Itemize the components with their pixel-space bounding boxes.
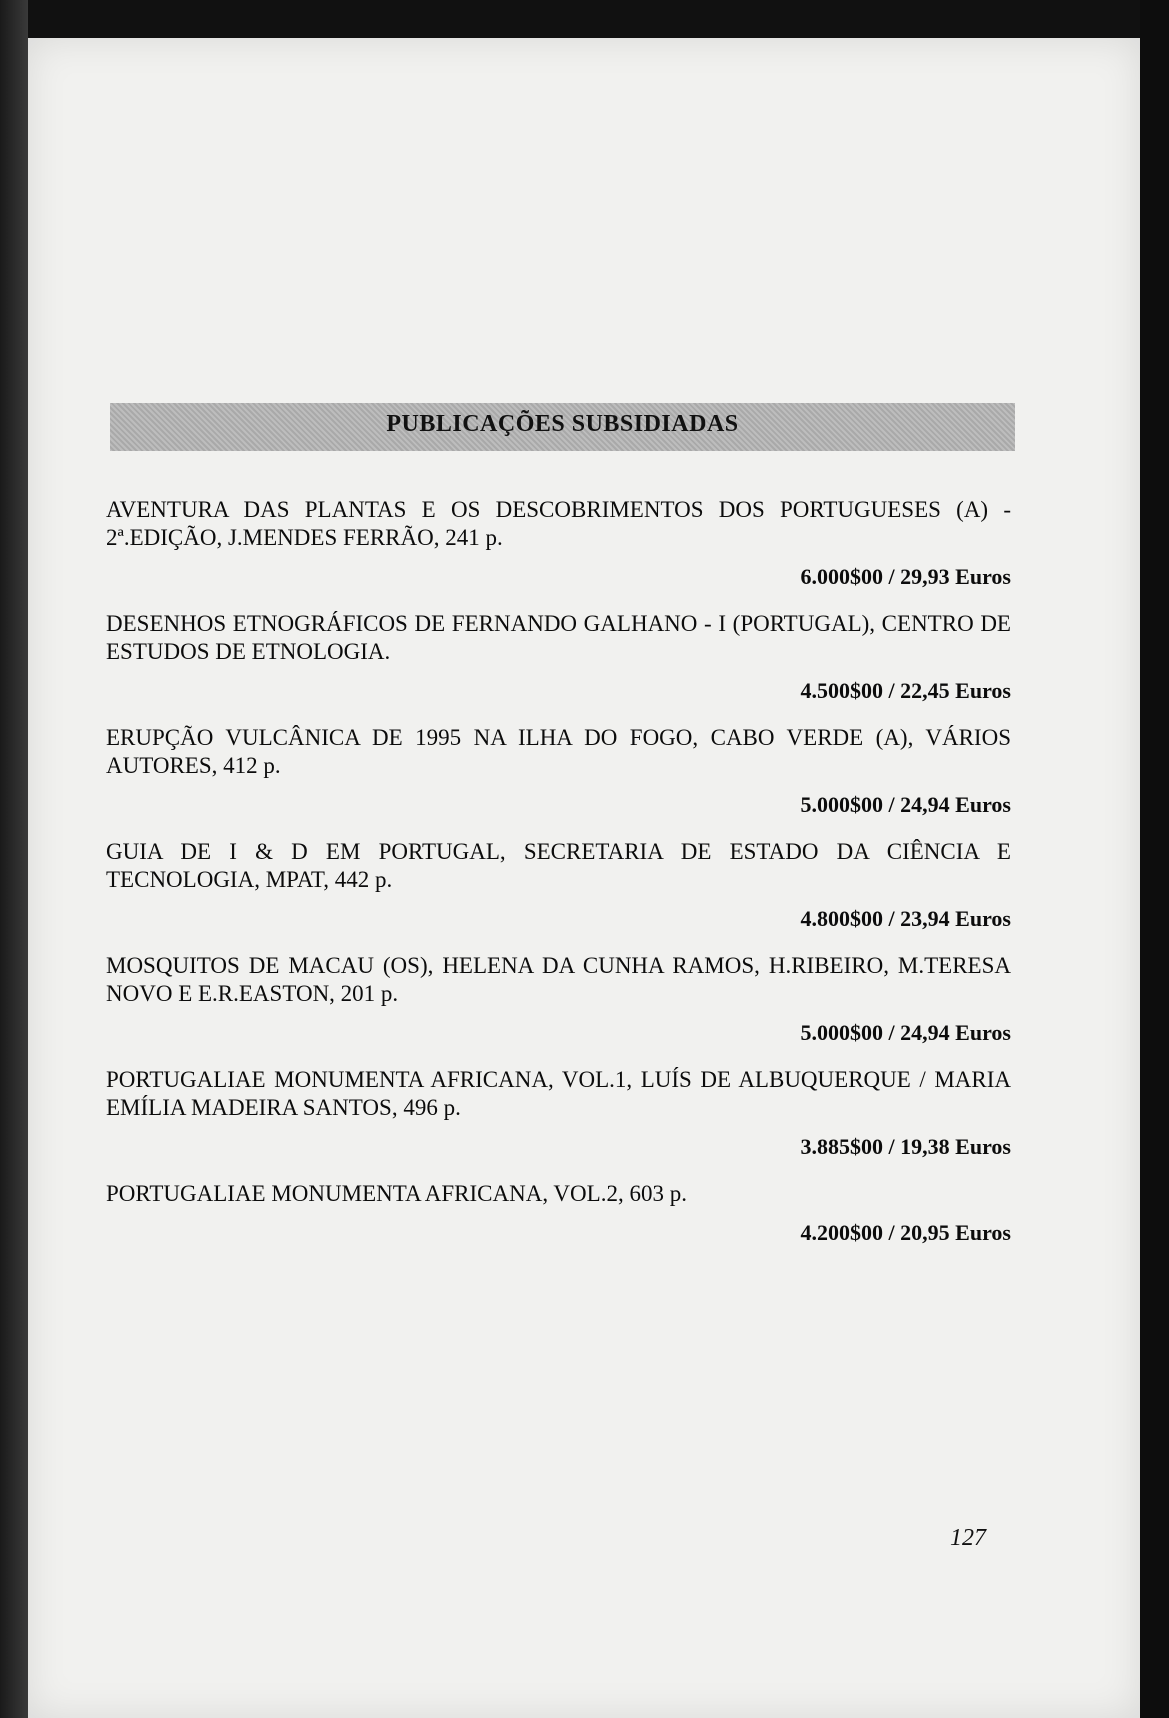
publication-price: 5.000$00 / 24,94 Euros <box>800 792 1011 817</box>
publication-title: PORTUGALIAE MONUMENTA AFRICANA, VOL.2, 603 p. <box>106 1181 687 1206</box>
scan-top-edge <box>0 0 1169 38</box>
list-item <box>106 610 1011 704</box>
publication-title: PORTUGALIAE MONUMENTA AFRICANA, VOL.1, LUÍS DE ALBUQUERQUE / MARIA EMÍLIA MADEIRA SANTOS, 496 p. <box>106 1067 1011 1120</box>
publication-price: 5.000$00 / 24,94 Euros <box>800 1020 1011 1045</box>
list-item <box>106 724 1011 818</box>
publication-price: 4.800$00 / 23,94 Euros <box>800 906 1011 931</box>
section-title: PUBLICAÇÕES SUBSIDIADAS <box>386 411 739 437</box>
publication-price: 4.200$00 / 20,95 Euros <box>800 1220 1011 1245</box>
publication-title: AVENTURA DAS PLANTAS E OS DESCOBRIMENTOS DOS PORTUGUESES (A) - 2ª.EDIÇÃO, J.MENDES FERRÃO, 241 p. <box>106 497 1011 550</box>
publication-title: GUIA DE I & D EM PORTUGAL, SECRETARIA DE ESTADO DA CIÊNCIA E TECNOLOGIA, MPAT, 442 p. <box>106 839 1011 892</box>
list-item <box>106 838 1011 932</box>
publication-price: 6.000$00 / 29,93 Euros <box>800 564 1011 589</box>
publication-title: DESENHOS ETNOGRÁFICOS DE FERNANDO GALHANO - I (PORTUGAL), CENTRO DE ESTUDOS DE ETNOLOGIA. <box>106 611 1011 664</box>
list-item <box>106 952 1011 1046</box>
scan-right-edge <box>1140 0 1169 1718</box>
publication-title: MOSQUITOS DE MACAU (OS), HELENA DA CUNHA RAMOS, H.RIBEIRO, M.TERESA NOVO E E.R.EASTON, 201 p. <box>106 953 1011 1006</box>
publication-title: ERUPÇÃO VULCÂNICA DE 1995 NA ILHA DO FOGO, CABO VERDE (A), VÁRIOS AUTORES, 412 p. <box>106 725 1011 778</box>
list-item <box>106 496 1011 590</box>
list-item <box>106 1180 1011 1246</box>
scan-left-edge <box>0 0 28 1718</box>
publication-list <box>106 496 1011 1266</box>
publication-price: 3.885$00 / 19,38 Euros <box>800 1134 1011 1159</box>
list-item <box>106 1066 1011 1160</box>
page-number: 127 <box>950 1525 986 1551</box>
publication-price: 4.500$00 / 22,45 Euros <box>800 678 1011 703</box>
